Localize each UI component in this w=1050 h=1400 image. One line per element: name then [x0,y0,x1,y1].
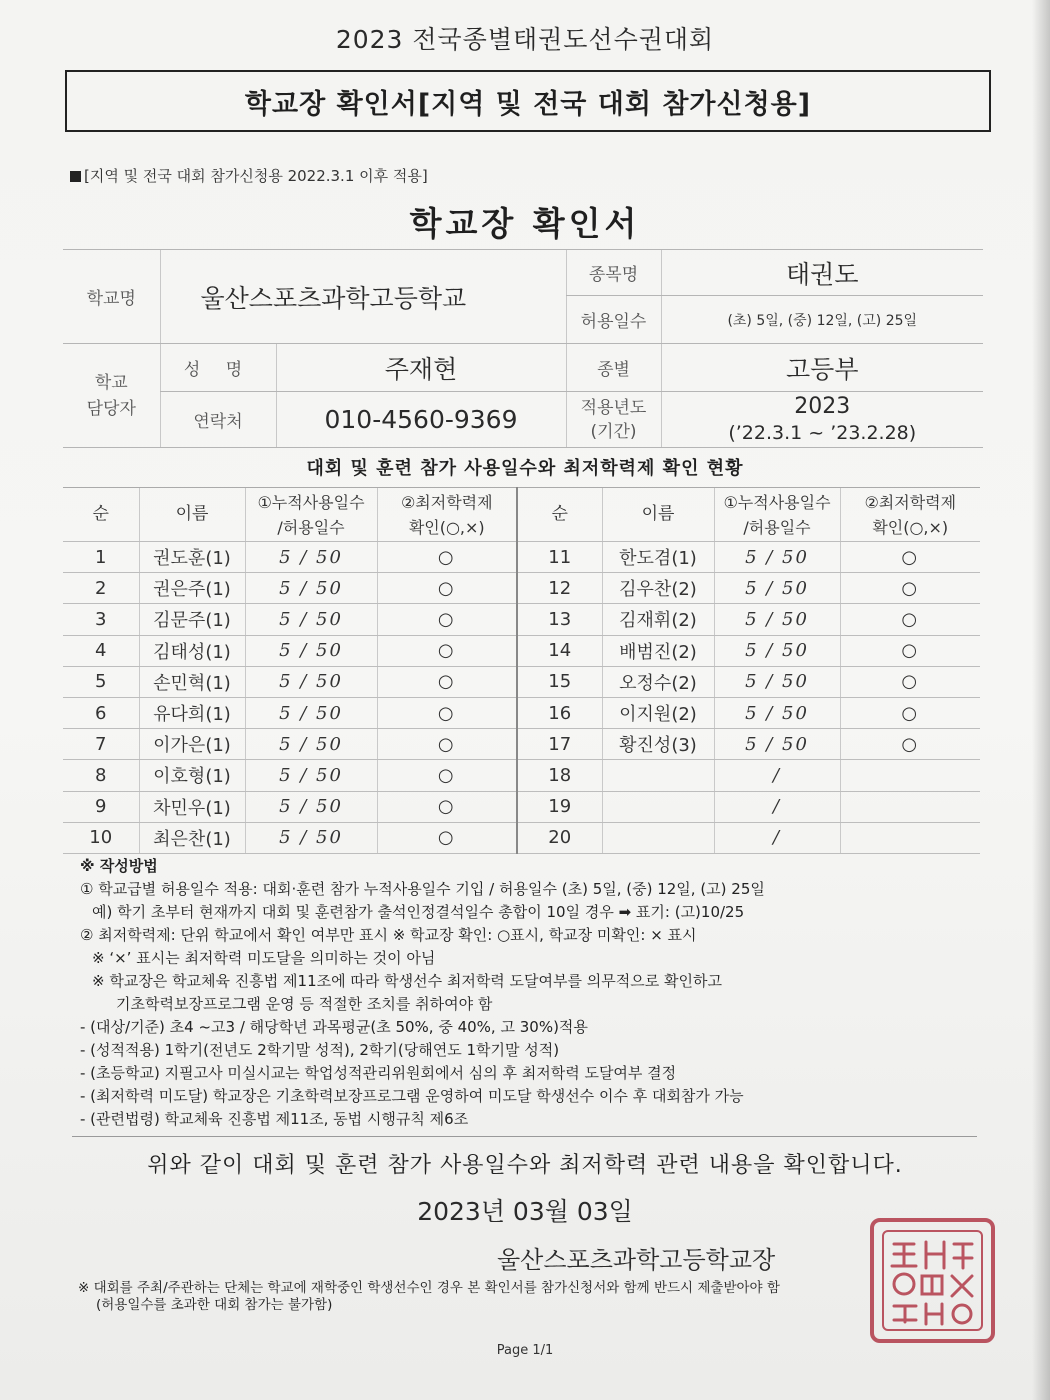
square-bullet-icon [70,171,81,182]
row-no: 4 [63,635,139,666]
header-academic-2 [840,488,980,542]
row-no: 3 [63,604,139,635]
row-no-2: 18 [517,760,602,791]
row-name-2: 한도겸(1) [602,542,714,573]
header-academic2-line1: ②최저학력제 [864,492,957,512]
row-no: 9 [63,791,139,822]
row-days: 5 / 50 [245,822,377,853]
row-check-2 [840,760,980,791]
row-check: ○ [377,729,517,760]
row-no-2: 11 [517,542,602,573]
row-no: 5 [63,666,139,697]
row-no-2: 15 [517,666,602,697]
row-days-2: / [714,822,840,853]
principal-signature-line: 울산스포츠과학고등학교장 [497,1246,776,1274]
instruction-line: - (성적적용) 1학기(전년도 2학기말 성적), 2학기(당해연도 1학기말 성적) [80,1041,560,1059]
row-name: 이가은(1) [139,729,245,760]
instruction-line: - (최저학력 미도달) 학교장은 기초학력보장프로그램 운영하여 미도달 학생선수 이수 후 대회참가 가능 [80,1087,744,1105]
row-name-2 [602,791,714,822]
row-no: 6 [63,697,139,728]
row-days: 5 / 50 [245,791,377,822]
footnote-line-2: (허용일수를 초과한 대회 참가는 불가함) [96,1297,333,1313]
applicability-note-text: [지역 및 전국 대회 참가신청용 2022.3.1 이후 적용] [84,167,428,185]
sport-value: 태권도 [661,250,983,296]
header-days2-line2: /허용일수 [743,517,811,537]
row-days-2: 5 / 50 [714,666,840,697]
table-row [63,573,980,604]
row-name-2 [602,822,714,853]
header-name: 이름 [139,488,245,542]
row-no: 1 [63,542,139,573]
year-label-cell [566,392,661,448]
row-days-2: / [714,760,840,791]
row-check-2: ○ [840,635,980,666]
row-check-2: ○ [840,604,980,635]
header-name-2: 이름 [602,488,714,542]
sport-label: 종목명 [566,250,661,296]
banner-title: 학교장 확인서[지역 및 전국 대회 참가신청용] [244,88,812,120]
row-check: ○ [377,697,517,728]
row-check-2: ○ [840,697,980,728]
header-days-2 [714,488,840,542]
row-no: 2 [63,573,139,604]
row-days: 5 / 50 [245,666,377,697]
row-days: 5 / 50 [245,573,377,604]
row-no-2: 16 [517,697,602,728]
instruction-line: ① 학교급별 허용일수 적용: 대회·훈련 참가 누적사용일수 기입 / 허용일수 (초) 5일, (중) 12일, (고) 25일 [80,880,765,898]
header-academic-line1: ②최저학력제 [400,492,493,512]
row-days-2: 5 / 50 [714,635,840,666]
instruction-line: ※ 학교장은 학교체육 진흥법 제11조에 따라 학생선수 최저학력 도달여부를 의무적으로 확인하고 [92,972,722,990]
row-name: 김태성(1) [139,635,245,666]
table-row [63,760,980,791]
row-name: 이호형(1) [139,760,245,791]
header-days-line2: /허용일수 [277,517,345,537]
row-check-2: ○ [840,573,980,604]
category-value: 고등부 [661,344,983,392]
row-name-2 [602,760,714,791]
info-table [63,249,983,448]
event-title: 2023 전국종별태권도선수권대회 [335,25,715,54]
year-value: 2023 [794,393,851,419]
row-days: 5 / 50 [245,729,377,760]
row-check: ○ [377,760,517,791]
row-check-2: ○ [840,542,980,573]
phone-label: 연락처 [160,392,276,448]
row-days-2: 5 / 50 [714,697,840,728]
row-check-2 [840,791,980,822]
row-name: 권은주(1) [139,573,245,604]
instruction-line: ※ ‘×’ 표시는 최저학력 미도달을 의미하는 것이 아님 [92,949,436,967]
row-no-2: 17 [517,729,602,760]
header-academic-line2: 확인(○,×) [408,517,485,537]
row-days-2: 5 / 50 [714,573,840,604]
row-no-2: 14 [517,635,602,666]
school-name-value: 울산스포츠과학고등학교 [160,250,566,344]
instruction-line: - (초등학교) 지필고사 미실시교는 학업성적관리위원회에서 심의 후 최저학력 도달여부 결정 [80,1064,677,1082]
row-name: 김문주(1) [139,604,245,635]
instruction-line: 예) 학기 초부터 현재까지 대회 및 훈련참가 출석인정결석일수 총합이 10일 경우 ➡ 표기: (고)10/25 [92,903,745,921]
row-name: 유다희(1) [139,697,245,728]
row-no: 8 [63,760,139,791]
row-days-2: 5 / 50 [714,542,840,573]
category-label: 종별 [566,344,661,392]
table-row [63,791,980,822]
row-check: ○ [377,666,517,697]
school-name-label: 학교명 [63,250,160,344]
row-no-2: 13 [517,604,602,635]
instructions-title: ※ 작성방법 [80,857,158,875]
row-days-2: 5 / 50 [714,604,840,635]
row-name: 권도훈(1) [139,542,245,573]
phone-value: 010-4560-9369 [276,392,566,448]
row-name-2: 오정수(2) [602,666,714,697]
instruction-line: 기초학력보장프로그램 운영 등 적절한 조치를 취하여야 함 [116,995,493,1013]
table-row [63,604,980,635]
table-row [63,729,980,760]
header-days2-line1: ①누적사용일수 [723,492,831,512]
row-days-2: 5 / 50 [714,729,840,760]
table-row [63,697,980,728]
table-row [63,635,980,666]
row-days: 5 / 50 [245,542,377,573]
row-name: 최은찬(1) [139,822,245,853]
row-no-2: 12 [517,573,602,604]
name-label: 성 명 [160,344,276,392]
row-name-2: 김재휘(2) [602,604,714,635]
header-academic [377,488,517,542]
header-no-2: 순 [517,488,602,542]
row-days-2: / [714,791,840,822]
confirmation-statement: 위와 같이 대회 및 훈련 참가 사용일수와 최저학력 관련 내용을 확인합니다. [147,1153,903,1178]
row-name-2: 이지원(2) [602,697,714,728]
divider [72,1136,977,1137]
applicability-note [70,165,428,186]
table-row [63,542,980,573]
year-label: 적용년도 [580,397,647,418]
row-days: 5 / 50 [245,760,377,791]
row-check-2 [840,822,980,853]
contact-person-label: 학교 담당자 [63,344,160,448]
row-name-2: 김우찬(2) [602,573,714,604]
table-header-row [63,488,980,542]
row-check: ○ [377,542,517,573]
row-name-2: 배범진(2) [602,635,714,666]
header-days [245,488,377,542]
row-no-2: 19 [517,791,602,822]
footnote-line-1: ※ 대회를 주최/주관하는 단체는 학교에 재학중인 학생선수인 경우 본 확인서를 참가신청서와 함께 반드시 제출받아야 함 [78,1280,780,1296]
instruction-line: - (대상/기준) 초4 ~고3 / 해당학년 과목평균(초 50%, 중 40%, 고 30%)적용 [80,1018,588,1036]
document-title: 학교장 확인서 [409,204,641,243]
row-no: 7 [63,729,139,760]
athlete-table [63,487,980,854]
header-days-line1: ①누적사용일수 [257,492,365,512]
issue-date: 2023년 03월 03일 [417,1197,633,1226]
row-days: 5 / 50 [245,635,377,666]
row-name: 손민혁(1) [139,666,245,697]
allowed-days-value: (초) 5일, (중) 12일, (고) 25일 [661,296,983,344]
contact-name-value: 주재현 [276,344,566,392]
section-title: 대회 및 훈련 참가 사용일수와 최저학력제 확인 현황 [306,458,744,479]
row-check-2: ○ [840,729,980,760]
row-check: ○ [377,822,517,853]
header-no: 순 [63,488,139,542]
instruction-line: ② 최저학력제: 단위 학교에서 확인 여부만 표시 ※ 학교장 확인: ○표시, 학교장 미확인: × 표시 [80,926,697,944]
table-row [63,822,980,853]
year-cell [661,392,983,448]
footnote [78,1280,978,1314]
banner-box [65,70,991,132]
row-name-2: 황진성(3) [602,729,714,760]
table-row [63,666,980,697]
header-academic2-line2: 확인(○,×) [872,517,949,537]
allowed-days-label: 허용일수 [566,296,661,344]
row-days: 5 / 50 [245,604,377,635]
row-check: ○ [377,573,517,604]
row-name: 차민우(1) [139,791,245,822]
page-number: Page 1/1 [496,1343,554,1358]
row-check-2: ○ [840,666,980,697]
period-value: (’22.3.1 ~ ’23.2.28) [728,421,917,444]
row-check: ○ [377,791,517,822]
period-label: (기간) [590,421,637,442]
row-days: 5 / 50 [245,697,377,728]
row-check: ○ [377,635,517,666]
instructions-block [80,855,980,1131]
row-no-2: 20 [517,822,602,853]
row-check: ○ [377,604,517,635]
row-no: 10 [63,822,139,853]
instruction-line: - (관련법령) 학교체육 진흥법 제11조, 동법 시행규칙 제6조 [80,1110,469,1128]
